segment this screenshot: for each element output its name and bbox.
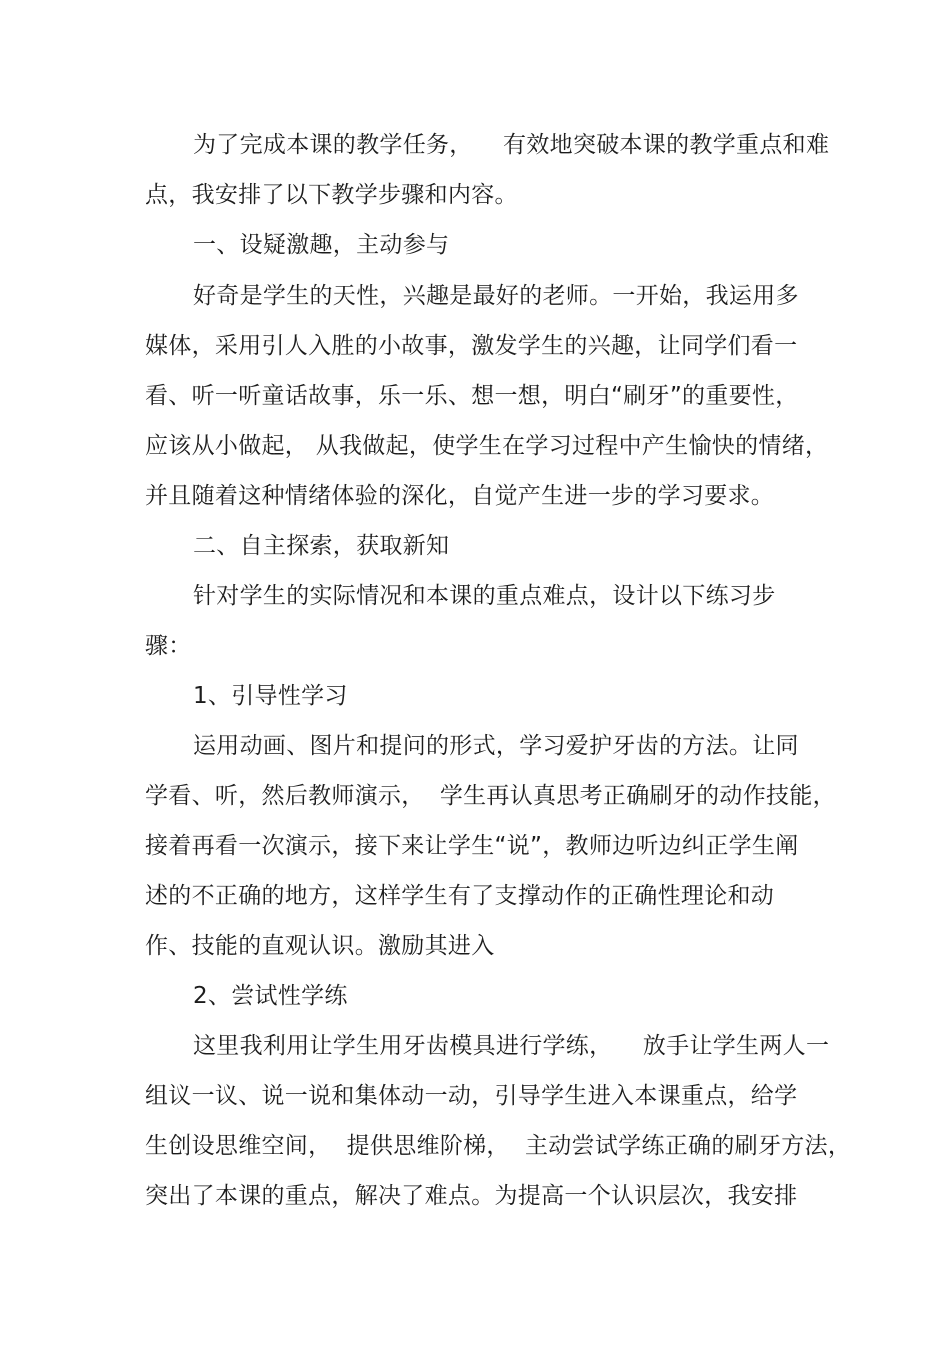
paragraph-line: 骤：	[145, 633, 192, 659]
paragraph-line: 应该从小做起， 从我做起，使学生在学习过程中产生愉快的情绪，	[145, 433, 829, 459]
paragraph-line: 看、听一听童话故事，乐一乐、想一想，明白“刷牙”的重要性，	[145, 383, 799, 409]
section-heading: 一、设疑激趣，主动参与	[193, 232, 450, 258]
paragraph-line: 作、技能的直观认识。激励其进入	[145, 933, 495, 959]
paragraph-line: 这里我利用让学生用牙齿模具进行学练， 放手让学生两人一	[193, 1033, 830, 1059]
paragraph-line: 述的不正确的地方，这样学生有了支撑动作的正确性理论和动	[145, 883, 775, 909]
paragraph-line: 学看、听，然后教师演示， 学生再认真思考正确刷牙的动作技能，	[145, 783, 836, 809]
paragraph-line: 好奇是学生的天性，兴趣是最好的老师。一开始，我运用多	[193, 283, 799, 309]
paragraph-line: 媒体，采用引人入胜的小故事，激发学生的兴趣，让同学们看一	[145, 333, 798, 359]
paragraph-line: 并且随着这种情绪体验的深化，自觉产生进一步的学习要求。	[145, 483, 775, 509]
paragraph-line: 突出了本课的重点，解决了难点。为提高一个认识层次，我安排	[145, 1183, 798, 1209]
paragraph-line: 组议一议、说一说和集体动一动，引导学生进入本课重点，给学	[145, 1083, 798, 1109]
paragraph-line: 点，我安排了以下教学步骤和内容。	[145, 182, 518, 208]
paragraph-line: 接着再看一次演示，接下来让学生“说”，教师边听边纠正学生阐	[145, 833, 799, 859]
paragraph-line: 生创设思维空间， 提供思维阶梯， 主动尝试学练正确的刷牙方法，	[145, 1133, 852, 1159]
section-heading: 二、自主探索，获取新知	[193, 533, 450, 559]
paragraph-line: 针对学生的实际情况和本课的重点难点，设计以下练习步	[193, 583, 776, 609]
subsection-heading: 1、引导性学习	[193, 683, 348, 709]
subsection-heading: 2、尝试性学练	[193, 983, 348, 1009]
paragraph-line: 运用动画、图片和提问的形式，学习爱护牙齿的方法。让同	[193, 733, 799, 759]
paragraph-line: 为了完成本课的教学任务， 有效地突破本课的教学重点和难	[193, 132, 830, 158]
